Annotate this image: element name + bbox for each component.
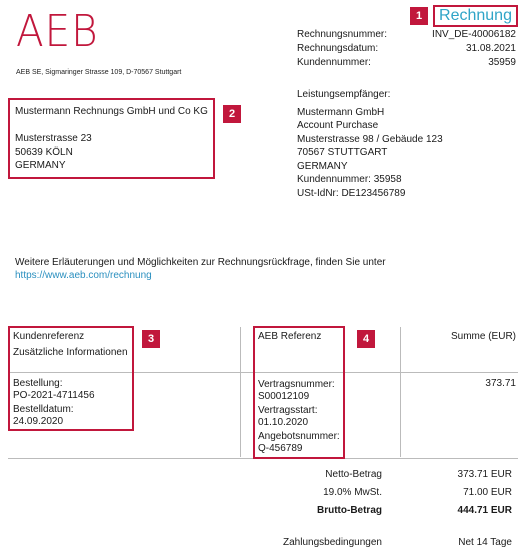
payment-terms-value: Net 14 Tage — [458, 537, 512, 548]
contract-number-value: S00012109 — [258, 391, 310, 402]
order-label: Bestellung: — [13, 378, 63, 389]
company-address-line: AEB SE, Sigmaringer Strasse 109, D-70567 Stuttgart — [16, 69, 182, 76]
additional-info-heading: Zusätzliche Informationen — [13, 347, 128, 358]
recipient-street: Musterstrasse 23 — [15, 133, 92, 144]
net-amount-value: 373.71 EUR — [457, 469, 512, 480]
service-recipient-vat-id: USt-IdNr: DE123456789 — [297, 187, 406, 199]
service-recipient-country: GERMANY — [297, 160, 348, 172]
contract-start-label: Vertragsstart: — [258, 405, 318, 416]
vat-label: 19.0% MwSt. — [323, 487, 382, 498]
inquiry-link[interactable]: https://www.aeb.com/rechnung — [15, 270, 152, 281]
vat-value: 71.00 EUR — [463, 487, 512, 498]
annotation-badge-2: 2 — [223, 105, 241, 123]
payment-terms-label: Zahlungsbedingungen — [283, 537, 382, 548]
offer-number-value: Q-456789 — [258, 443, 303, 454]
order-date-label: Bestelldatum: — [13, 404, 74, 415]
service-recipient-street: Musterstrasse 98 / Gebäude 123 — [297, 133, 443, 145]
order-value: PO-2021-4711456 — [13, 390, 95, 401]
service-recipient-heading: Leistungsempfänger: — [297, 89, 391, 100]
recipient-blank-line — [15, 119, 208, 133]
customer-reference-heading: Kundenreferenz — [13, 331, 85, 342]
service-recipient — [297, 88, 443, 200]
service-recipient-customer-number: Kundennummer: 35958 — [297, 174, 402, 185]
aeb-reference-heading: AEB Referenz — [258, 331, 322, 342]
contract-number-label: Vertragsnummer: — [258, 379, 335, 390]
recipient-country: GERMANY — [15, 160, 66, 171]
customer-number-label: Kundennummer: — [297, 57, 371, 68]
order-date-value: 24.09.2020 — [13, 416, 64, 427]
gross-amount-label: Brutto-Betrag — [317, 505, 382, 516]
offer-number-label: Angebotsnummer: — [258, 431, 340, 442]
annotation-badge-3: 3 — [142, 330, 160, 348]
annotation-badge-4: 4 — [357, 330, 375, 348]
aeb-logo: AEB — [16, 6, 99, 57]
sum-heading: Summe (EUR) — [450, 331, 516, 342]
table-divider-1 — [240, 327, 241, 457]
invoice-number-value: INV_DE-40006182 — [432, 29, 516, 40]
annotation-badge-1: 1 — [410, 7, 428, 25]
customer-number-value: 35959 — [488, 57, 516, 68]
invoice-date-value: 31.08.2021 — [465, 43, 516, 54]
contract-start-value: 01.10.2020 — [258, 417, 309, 428]
net-amount-label: Netto-Betrag — [325, 469, 382, 480]
recipient-city: 50639 KÖLN — [15, 146, 73, 158]
service-recipient-department: Account Purchase — [297, 120, 379, 131]
recipient-address — [15, 105, 208, 173]
inquiry-info-text: Weitere Erläuterungen und Möglichkeiten zur Rechnungsrückfrage, finden Sie unter — [15, 257, 386, 268]
invoice-number-label: Rechnungsnummer: — [297, 29, 388, 40]
invoice-date-label: Rechnungsdatum: — [297, 43, 379, 54]
service-recipient-name: Mustermann GmbH — [297, 106, 385, 118]
table-divider-2 — [400, 327, 401, 457]
recipient-name: Mustermann Rechnungs GmbH und Co KG — [15, 106, 208, 117]
line-amount: 373.71 — [485, 378, 516, 389]
service-recipient-city: 70567 STUTTGART — [297, 147, 388, 158]
document-title: Rechnung — [433, 5, 518, 27]
gross-amount-value: 444.71 EUR — [457, 505, 512, 516]
